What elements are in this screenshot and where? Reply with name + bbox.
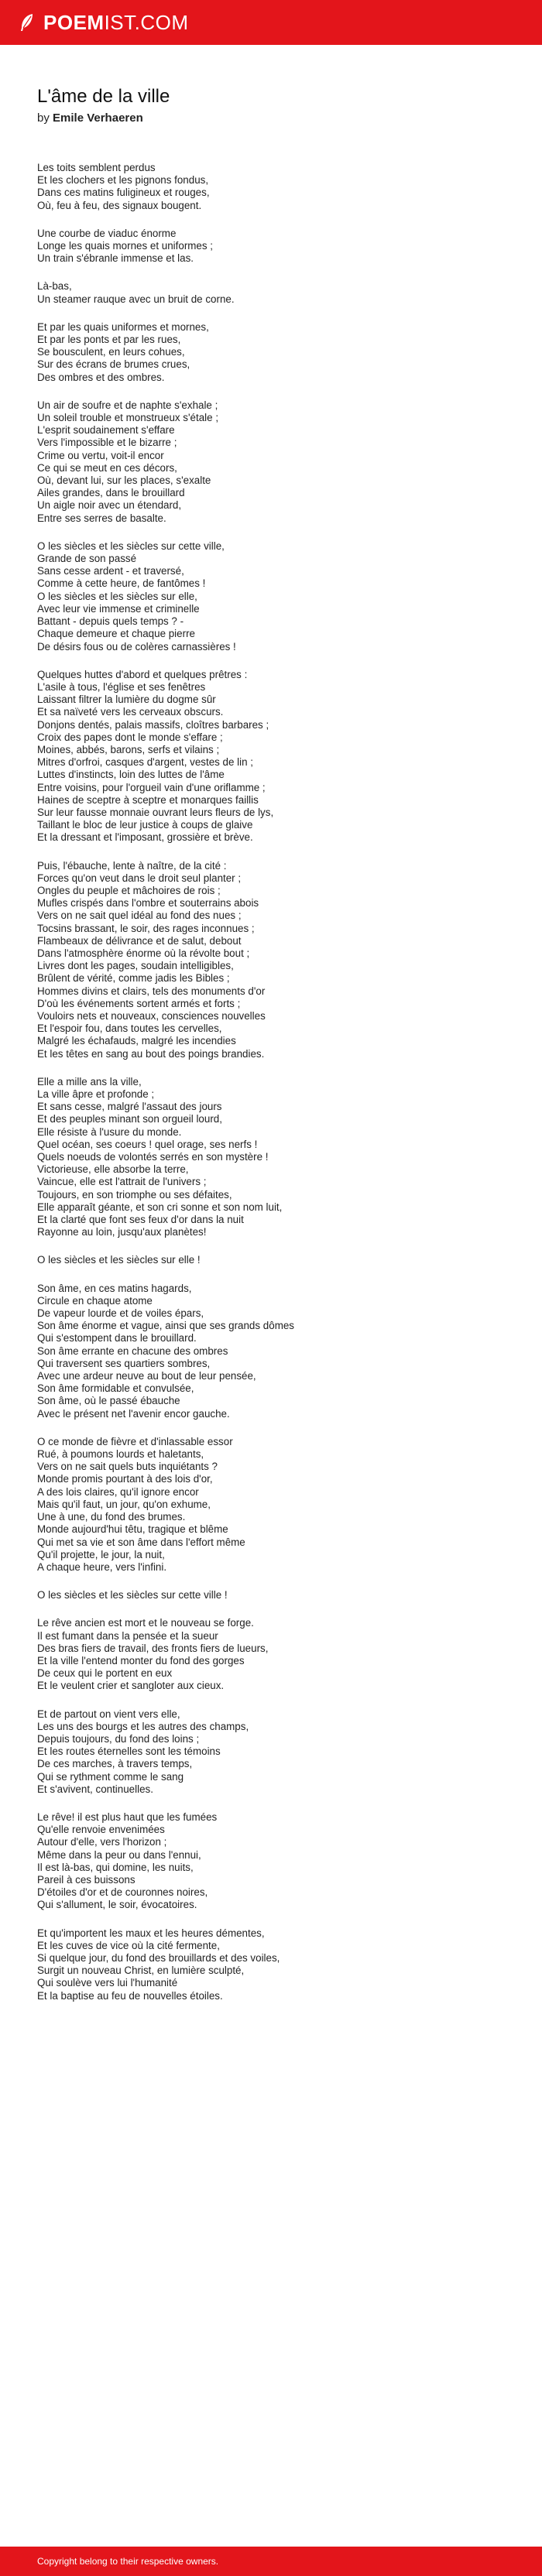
footer-bar [0,2547,542,2576]
poem-line: Un air de soufre et de naphte s'exhale ; [37,399,218,411]
stanza [37,1708,517,1796]
poem-line: Vaincue, elle est l'attrait de l'univers ; [37,1176,207,1188]
poem-line: Se bousculent, en leurs cohues, [37,346,185,358]
poem-line: Rué, à poumons lourds et haletants, [37,1448,204,1461]
poem-line: Une courbe de viaduc énorme [37,227,177,239]
poem-line: Circule en chaque atome [37,1294,153,1307]
poem-line: Et la baptise au feu de nouvelles étoiles. [37,1989,223,2002]
poem-line: Ce qui se meut en ces décors, [37,461,177,474]
poem-line: Qui s'estompent dans le brouillard. [37,1332,197,1345]
stanza [37,1589,517,1601]
poem-line: L'esprit soudainement s'effare [37,424,175,437]
poem-line: O ce monde de fièvre et d'inlassable essor [37,1435,233,1447]
poem-line: Elle apparaît géante, et son cri sonne et son nom luit, [37,1201,283,1213]
poem-line: Crime ou vertu, voit-il encor [37,449,164,461]
poem-line: A chaque heure, vers l'infini. [37,1560,167,1573]
stanza [37,1254,517,1266]
poem-line: Là-bas, [37,280,72,293]
site-logo[interactable] [17,11,189,35]
poem-line: A des lois claires, qu'il ignore encor [37,1485,199,1498]
top-header-bar [0,0,542,45]
poem-line: Brûlent de vérité, comme jadis les Bibles ; [37,972,230,985]
stanza [37,1927,517,2002]
poem-line: Pareil à ces buissons [37,1873,136,1886]
poem-line: Battant - depuis quels temps ? - [37,615,184,628]
poem-line: Et de partout on vient vers elle, [37,1708,180,1720]
poem-line: Dans ces matins fuligineux et rouges, [37,187,210,199]
poem-line: Et les cuves de vice où la cité fermente, [37,1939,220,1951]
poem-line: Et sans cesse, malgré l'assaut des jours [37,1101,222,1113]
poem-line: Elle résiste à l'usure du monde. [37,1125,182,1138]
poem-line: Son âme errante en chacune des ombres [37,1345,228,1357]
stanza [37,228,517,265]
poem-line: Et sa naïveté vers les cerveaux obscurs. [37,706,224,718]
stanza [37,399,517,525]
logo-text: POEMIST.COM [43,10,189,34]
poem-byline [37,111,517,125]
poem-line: Entre voisins, pour l'orgueil vain d'une oriflamme ; [37,781,266,793]
poem-line: Les uns des bourgs et les autres des champs, [37,1720,249,1732]
poem-line: Avec le présent net l'avenir encor gauche. [37,1407,230,1420]
stanza [37,1811,517,1912]
poem-title: L'âme de la ville [37,86,170,107]
poem-line: Et la dressant et l'imposant, grossière et brève. [37,831,253,844]
poem-line: Avec une ardeur neuve au bout de leur pensée, [37,1370,256,1382]
poem-line: Qu'elle renvoie envenimées [37,1824,165,1836]
poem-line: Quels noeuds de volontés serrés en son mystère ! [37,1151,269,1163]
poem-line: Et les têtes en sang au bout des poings brandies. [37,1047,265,1060]
poem-line: Puis, l'ébauche, lente à naître, de la cité : [37,859,227,872]
poem-line: Et qu'importent les maux et les heures démentes, [37,1927,265,1939]
stanza [37,1283,517,1420]
poem-line: Croix des papes dont le monde s'effare ; [37,731,223,743]
poem-line: Luttes d'instincts, loin des luttes de l'âme [37,769,225,781]
poem-line: Grande de son passé [37,553,137,565]
poem-line: Ailes grandes, dans le brouillard [37,487,185,499]
stanza [37,162,517,212]
poem-line: Laissant filtrer la lumière du dogme sûr [37,694,216,706]
poem-line: Le rêve! il est plus haut que les fumées [37,1810,218,1823]
poem-line: Entre ses serres de basalte. [37,512,166,524]
byline-prefix: by [37,111,50,125]
poem-line: Un steamer rauque avec un bruit de corne. [37,293,235,305]
poem-line: D'étoiles d'or et de couronnes noires, [37,1886,208,1899]
poem-line: De désirs fous ou de colères carnassières ! [37,640,236,653]
poem-line: Et des peuples minant son orgueil lourd, [37,1113,222,1125]
poem-line: O les siècles et les siècles sur cette ville, [37,540,225,552]
poem-line: Mufles crispés dans l'ombre et souterrains abois [37,897,259,909]
poem-line: Forces qu'on veut dans le droit seul planter ; [37,872,242,884]
poem-line: Monde promis pourtant à des lois d'or, [37,1473,213,1485]
poem-line: Quelques huttes d'abord et quelques prêtres : [37,668,248,680]
feather-icon [17,12,37,33]
poem-line: Son âme, en ces matins hagards, [37,1282,192,1294]
poem-line: Autour d'elle, vers l'horizon ; [37,1836,167,1848]
poem-line: Sur des écrans de brumes crues, [37,358,190,371]
poem-line: Flambeaux de délivrance et de salut, debout [37,934,242,947]
poem-line: Moines, abbés, barons, serfs et vilains ; [37,743,220,755]
poem-line: Son âme énorme et vague, ainsi que ses grands dômes [37,1320,294,1332]
stanza [37,280,517,305]
poem-line: Rayonne au loin, jusqu'aux planètes! [37,1226,207,1238]
poem-line: Elle a mille ans la ville, [37,1075,142,1088]
poem-line: O les siècles et les siècles sur elle, [37,590,197,602]
poem-line: Avec leur vie immense et criminelle [37,602,200,615]
poem-line: Haines de sceptre à sceptre et monarques faillis [37,793,259,806]
poem-line: Livres dont les pages, soudain intelligibles, [37,960,234,972]
poem-content [37,85,517,2018]
poem-line: Des bras fiers de travail, des fronts fiers de lueurs, [37,1642,269,1654]
poem-line: Son âme formidable et convulsée, [37,1382,194,1395]
poem-line: Sur leur fausse monnaie ouvrant leurs fleurs de lys, [37,806,274,818]
poem-line: Qui soulève vers lui l'humanité [37,1977,178,1989]
poem-line: Qui s'allument, le soir, évocatoires. [37,1899,197,1911]
poem-line: Comme à cette heure, de fantômes ! [37,577,206,590]
poem-line: Surgit un nouveau Christ, en lumière sculpté, [37,1965,245,1977]
poem-line: Hommes divins et clairs, tels des monuments d'or [37,985,266,997]
poem-line: Et le veulent crier et sangloter aux cieux. [37,1680,225,1692]
poem-line: Qu'il projette, le jour, la nuit, [37,1548,165,1560]
poem-line: Où, devant lui, sur les places, s'exalte [37,474,211,487]
poem-line: Qui met sa vie et son âme dans l'effort même [37,1536,245,1548]
poem-line: Donjons dentés, palais massifs, cloîtres barbares ; [37,718,269,731]
poem-line: Vers on ne sait quels buts inquiétants ? [37,1461,218,1473]
poem-line: Qui se rythment comme le sang [37,1770,184,1783]
poem-line: Et l'espoir fou, dans toutes les cervelles, [37,1023,222,1035]
poem-line: Ongles du peuple et mâchoires de rois ; [37,884,221,896]
poem-line: Et la ville l'entend monter du fond des gorges [37,1654,245,1667]
stanza [37,1617,517,1692]
poem-line: Même dans la peur ou dans l'ennui, [37,1848,201,1861]
poem-line: Depuis toujours, du fond des loins ; [37,1732,200,1745]
poem-line: Et par les quais uniformes et mornes, [37,320,209,333]
poem-line: Les toits semblent perdus [37,162,156,173]
poem-line: Et la clarté que font ses feux d'or dans la nuit [37,1214,244,1226]
poem-line: Et s'avivent, continuelles. [37,1783,153,1795]
poem-line: Vers l'impossible et le bizarre ; [37,437,177,449]
poem-line: Quel océan, ses coeurs ! quel orage, ses nerfs ! [37,1138,258,1150]
poem-line: Victorieuse, elle absorbe la terre, [37,1163,189,1176]
poem-line: Taillant le bloc de leur justice à coups de glaive [37,819,253,831]
poem-line: Malgré les échafauds, malgré les incendies [37,1035,236,1047]
poem-line: Toujours, en son triomphe ou ses défaites, [37,1188,232,1201]
stanza [37,1436,517,1574]
poem-line: Des ombres et des ombres. [37,371,165,383]
poem-line: Vouloirs nets et nouveaux, consciences nouvelles [37,1009,266,1022]
stanza [37,321,517,384]
poem-line: De ces marches, à travers temps, [37,1758,193,1770]
poem-line: Mais qu'il faut, un jour, qu'on exhume, [37,1498,211,1510]
poem-line: Chaque demeure et chaque pierre [37,628,195,640]
poem-line: Longe les quais mornes et uniformes ; [37,240,214,252]
poem-line: Une à une, du fond des brumes. [37,1511,186,1523]
poem-line: Dans l'atmosphère énorme où la révolte bout ; [37,947,250,959]
poem-line: Il est là-bas, qui domine, les nuits, [37,1861,194,1873]
poem-line: D'où les événements sortent armés et forts ; [37,997,241,1009]
poem-line: Monde aujourd'hui têtu, tragique et blême [37,1523,228,1536]
poem-line: Et les routes éternelles sont les témoins [37,1745,221,1758]
poem-line: Tocsins brassant, le soir, des rages inconnues ; [37,922,255,934]
poem-line: Mitres d'orfroi, casques d'argent, vestes de lin ; [37,756,254,769]
stanza [37,540,517,653]
poem-line: Et les clochers et les pignons fondus, [37,174,209,187]
poem-line: La ville âpre et profonde ; [37,1088,155,1100]
stanza [37,860,517,1060]
poem-line: Sans cesse ardent - et traversé, [37,565,184,577]
author-name[interactable]: Emile Verhaeren [53,111,143,125]
poem-line: L'asile à tous, l'église et ses fenêtres [37,680,206,693]
poem-line: Un train s'ébranle immense et las. [37,252,194,265]
poem-line: Vers on ne sait quel idéal au fond des nues ; [37,909,242,922]
poem-line: Un soleil trouble et monstrueux s'étale ; [37,412,219,424]
poem-line: O les siècles et les siècles sur elle ! [37,1254,201,1266]
poem-line: Et par les ponts et par les rues, [37,334,181,346]
poem-line: Il est fumant dans la pensée et la sueur [37,1629,218,1642]
poem-line: De ceux qui le portent en eux [37,1667,173,1680]
poem-line: Un aigle noir avec un étendard, [37,499,182,512]
poem-body [37,162,517,2002]
stanza [37,1076,517,1239]
stanza [37,669,517,844]
poem-line: Le rêve ancien est mort et le nouveau se forge. [37,1617,254,1629]
poem-line: O les siècles et les siècles sur cette ville ! [37,1589,228,1601]
poem-line: De vapeur lourde et de voiles épars, [37,1307,204,1320]
poem-line: Son âme, où le passé ébauche [37,1395,180,1407]
copyright-text: Copyright belong to their respective owners. [37,2556,219,2567]
poem-line: Où, feu à feu, des signaux bougent. [37,199,202,211]
poem-line: Si quelque jour, du fond des brouillards et des voiles, [37,1951,280,1964]
poem-line: Qui traversent ses quartiers sombres, [37,1357,211,1369]
